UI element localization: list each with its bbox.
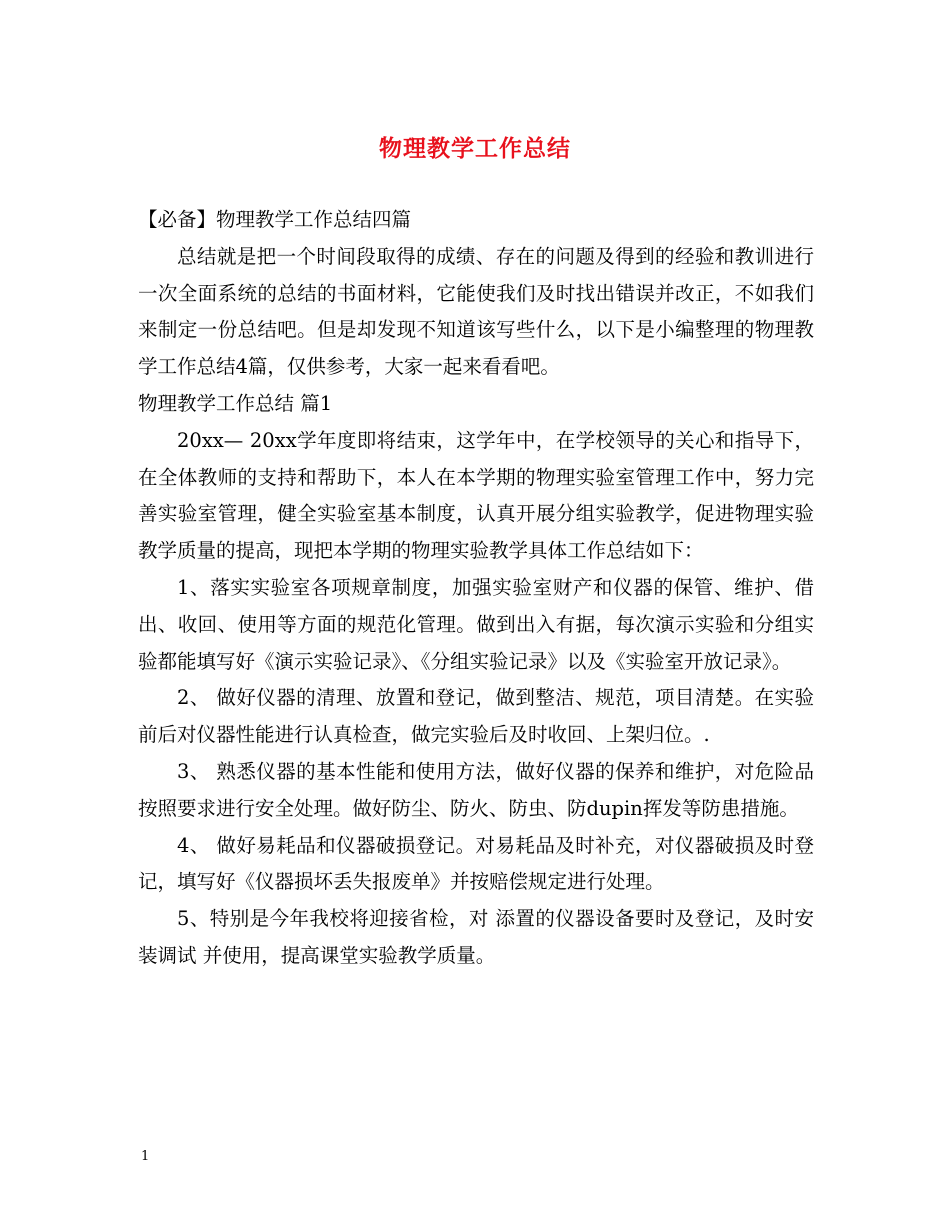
paragraph-item-3: 3、 熟悉仪器的基本性能和使用方法，做好仪器的保养和维护，对危险品按照要求进行安全处理。做好防尘、防火、防虫、防dupin挥发等防患措施。 (138, 759, 814, 820)
subtitle: 【必备】物理教学工作总结四篇 (138, 208, 412, 231)
paragraph-item-4: 4、 做好易耗品和仪器破损登记。对易耗品及时补充，对仪器破损及时登记，填写好《仪器损坏丢失报废单》并按赔偿规定进行处理。 (138, 833, 814, 894)
paragraph-overview: 20xx— 20xx学年度即将结束，这学年中，在学校领导的关心和指导下，在全体教师的支持和帮助下，本人在本学期的物理实验室管理工作中，努力完善实验室管理，健全实验室基本制度，认真开展分组实验教学，促进物理实验教学质量的提高，现把本学期的物理实验教学具体工作总结如下： (138, 428, 814, 563)
section-heading: 物理教学工作总结 篇1 (138, 391, 333, 415)
paragraph-item-1: 1、落实实验室各项规章制度，加强实验室财产和仪器的保管、维护、借出、收回、使用等方面的规范化管理。做到出入有据，每次演示实验和分组实验都能填写好《演示实验记录》、《分组实验记录》以及《实验室开放记录》。 (138, 575, 814, 673)
paragraph-item-5: 5、特别是今年我校将迎接省检，对 添置的仪器设备要时及登记，及时安装调试 并使用，提高课堂实验教学质量。 (138, 907, 814, 967)
document-title: 物理教学工作总结 (379, 135, 571, 162)
intro-paragraph: 总结就是把一个时间段取得的成绩、存在的问题及得到的经验和教训进行一次全面系统的总结的书面材料，它能使我们及时找出错误并改正，不如我们来制定一份总结吧。但是却发现不知道该写些什么，以下是小编整理的物理教学工作总结4篇，仅供参考，大家一起来看看吧。 (138, 244, 814, 379)
document-body (138, 202, 814, 975)
paragraph-item-2: 2、 做好仪器的清理、放置和登记，做到整洁、规范，项目清楚。在实验前后对仪器性能进行认真检查，做完实验后及时收回、上架归位。. (138, 686, 814, 747)
page-number: 1 (141, 1149, 150, 1164)
